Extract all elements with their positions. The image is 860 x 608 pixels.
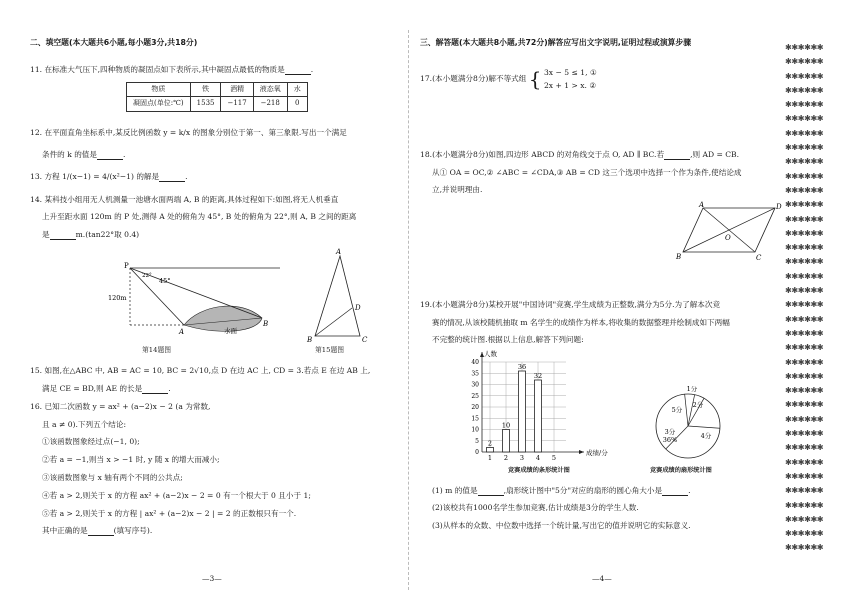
y-tick-label: 15	[471, 415, 479, 423]
q13-answer-blank[interactable]	[159, 173, 185, 182]
x-tick-label: 4	[535, 454, 541, 462]
table-cell: −218	[253, 97, 287, 111]
y-tick-label: 10	[471, 426, 479, 434]
question-19-line3: 不完整的统计图.根据以上信息,解答下列问题:	[432, 335, 584, 344]
question-12-line2: 条件的 k 的值是 .	[42, 150, 126, 159]
question-11: 11. 在标准大气压下,四种物质的凝固点如下表所示,其中凝固点最低的物质是 .	[30, 65, 314, 74]
star-row: ✱✱✱✱✱✱	[785, 299, 824, 310]
table-cell: 酒精	[221, 83, 253, 97]
bar-value-label: 2	[487, 439, 493, 448]
q13-text: 13. 方程 1/(x−1) = 4/(x²−1) 的解是	[30, 172, 160, 181]
diagonal-BD	[683, 208, 775, 252]
y-tick-label: 20	[471, 404, 479, 411]
question-16-line1: 16. 已知二次函数 y = ax² + (a−2)x − 2 (a 为常数,	[30, 402, 211, 411]
label-B: B	[307, 336, 313, 343]
star-row: ✱✱✱✱✱✱	[785, 285, 824, 296]
section-title-fill-blank: 二、填空题(本大题共6小题,每小题3分,共18分)	[30, 38, 198, 47]
inequality-1: 3x − 5 ≤ 1, ①	[543, 68, 597, 77]
label-P: P	[124, 262, 129, 270]
table-cell: 凝固点(单位:℃)	[127, 97, 191, 111]
fig15-caption: 第15题图	[315, 346, 345, 354]
bar	[535, 380, 542, 452]
y-tick-label: 40	[471, 359, 479, 366]
star-row: ✱✱✱✱✱✱	[785, 499, 824, 510]
q15-text: 满足 CE = BD,则 AE 的长是	[42, 384, 143, 393]
question-19-line2: 赛的情况,从该校随机抽取 m 名学生的成绩作为样本,将收集的数据整理并绘制成如下两幅	[432, 318, 730, 327]
label-A: A	[179, 328, 185, 336]
star-row: ✱✱✱✱✱✱	[785, 184, 824, 195]
table-header-row	[127, 83, 308, 97]
star-row: ✱✱✱✱✱✱	[785, 56, 824, 67]
table-cell: 0	[287, 97, 307, 111]
label-B: B	[263, 320, 269, 328]
table-cell: 铁	[190, 83, 221, 97]
star-row: ✱✱✱✱✱✱	[785, 399, 824, 410]
star-row: ✱✱✱✱✱✱	[785, 456, 824, 467]
q16-post: (填写序号).	[113, 526, 153, 535]
figure-18	[675, 200, 785, 262]
question-12-line1: 12. 在平面直角坐标系中,某反比例函数 y = k/x 的图象分别位于第一、第三象限.写出一个满足	[30, 128, 347, 137]
freezing-point-table	[126, 82, 308, 112]
label-B: B	[676, 253, 682, 261]
label-C: C	[756, 254, 762, 262]
question-15-line1: 15. 如图,在△ABC 中, AB = AC = 10, BC = 2√10,点 D 在边 AC 上, CD = 3.若点 E 在边 AB 上,	[30, 366, 371, 375]
q11-answer-blank[interactable]	[285, 66, 311, 75]
page-number-left: —3—	[202, 574, 222, 583]
q16-statement-2: ②若 a = −1,则当 x > −1 时, y 随 x 的增大而减小;	[42, 455, 220, 464]
star-row: ✱✱✱✱✱✱	[785, 413, 824, 424]
star-row: ✱✱✱✱✱✱	[785, 84, 824, 95]
x-axis-arrow	[579, 450, 584, 454]
label-A: A	[699, 201, 705, 209]
star-row: ✱✱✱✱✱✱	[785, 470, 824, 481]
figure-14	[80, 260, 280, 340]
star-row: ✱✱✱✱✱✱	[785, 213, 824, 224]
q14-post: m.(tan22°取 0.4)	[75, 230, 140, 239]
inequality-2: 2x + 1 > x. ②	[543, 81, 597, 90]
star-row: ✱✱✱✱✱✱	[785, 542, 824, 553]
line-PA	[130, 268, 184, 325]
bar	[519, 371, 526, 452]
q19-sub1-pre: (1) m 的值是	[432, 486, 478, 495]
star-row: ✱✱✱✱✱✱	[785, 327, 824, 338]
q14-pre: 是	[42, 230, 50, 239]
q19-subquestion-1: (1) m 的值是 ,扇形统计图中"5分"对应的扇形的圆心角大小是 .	[432, 486, 691, 495]
bar-value-label: 32	[533, 372, 543, 380]
pie-chart-title: 竞赛成绩的扇形统计图	[650, 467, 712, 474]
q16-statement-4: ④若 a > 2,则关于 x 的方程 ax² + (a−2)x − 2 = 0 有一个根大于 0 且小于 1;	[42, 491, 311, 500]
section-title-solve: 三、解答题(本大题共8小题,共72分)解答应写出文字说明,证明过程或演算步骤	[420, 38, 692, 47]
question-18-line1	[420, 150, 739, 160]
q16-statement-5: ⑤若 a > 2,则关于 x 的方程 | ax² + (a−2)x − 2 | = 2 的正数根只有一个.	[42, 509, 297, 518]
star-row: ✱✱✱✱✱✱	[785, 342, 824, 353]
question-16-answer	[42, 526, 152, 536]
slice-label-4: 4分	[700, 432, 712, 440]
q16-pre: 其中正确的是	[42, 526, 88, 535]
star-row: ✱✱✱✱✱✱	[785, 385, 824, 396]
label-C: C	[362, 336, 368, 343]
slice-label-3: 3分	[664, 428, 676, 436]
y-tick-label: 5	[475, 437, 479, 445]
star-row: ✱✱✱✱✱✱	[785, 70, 824, 81]
question-16-line2: 且 a ≠ 0).下列五个结论:	[42, 420, 127, 429]
star-row: ✱✱✱✱✱✱	[785, 428, 824, 439]
table-cell: 1535	[190, 97, 221, 111]
q19-m-blank[interactable]	[478, 487, 504, 496]
x-tick-label: 2	[503, 454, 509, 462]
line-BD	[315, 308, 352, 336]
bar-chart	[460, 348, 630, 466]
star-row: ✱✱✱✱✱✱	[785, 485, 824, 496]
x-tick-label: 3	[519, 454, 525, 462]
bar-value-label: 36	[517, 363, 527, 371]
slice-label-2: 2分	[692, 401, 704, 409]
star-row: ✱✱✱✱✱✱	[785, 442, 824, 453]
y-tick-label: 30	[471, 381, 479, 389]
star-row: ✱✱✱✱✱✱	[785, 156, 824, 167]
water-label: 水面	[224, 327, 237, 335]
bar	[503, 430, 510, 453]
star-row: ✱✱✱✱✱✱	[785, 356, 824, 367]
table-row	[127, 97, 308, 111]
star-row: ✱✱✱✱✱✱	[785, 528, 824, 539]
star-row: ✱✱✱✱✱✱	[785, 42, 824, 52]
table-cell: 水	[287, 83, 307, 97]
star-row: ✱✱✱✱✱✱	[785, 370, 824, 381]
triangle-ABC	[315, 256, 360, 336]
star-row: ✱✱✱✱✱✱	[785, 170, 824, 181]
label-A: A	[336, 248, 342, 256]
q18-answer-blank[interactable]	[664, 151, 690, 160]
q18-text: 18.(本小题满分8分)如图,四边形 ABCD 的对角线交于点 O, AD ∥ BC.若	[420, 150, 665, 159]
x-tick-label: 5	[551, 454, 557, 462]
star-row: ✱✱✱✱✱✱	[785, 113, 824, 124]
page-divider	[408, 30, 409, 590]
table-cell: 物质	[127, 83, 191, 97]
star-row: ✱✱✱✱✱✱	[785, 227, 824, 238]
q12-answer-blank[interactable]	[97, 151, 123, 160]
bar	[487, 448, 494, 453]
y-tick-label: 35	[471, 370, 479, 378]
question-18-line3: 立,并说明理由.	[432, 185, 483, 194]
star-row: ✱✱✱✱✱✱	[785, 256, 824, 267]
label-O: O	[725, 234, 731, 242]
question-13: 13. 方程 1/(x−1) = 4/(x²−1) 的解是 .	[30, 172, 188, 181]
question-14-line1: 14. 某科技小组用无人机测量一池塘水面两端 A, B 的距离,具体过程如下:如图,将无人机垂直	[30, 195, 339, 204]
star-row: ✱✱✱✱✱✱	[785, 142, 824, 153]
x-tick-label: 1	[487, 454, 493, 462]
q12-text: 条件的 k 的值是	[42, 150, 97, 159]
star-row: ✱✱✱✱✱✱	[785, 127, 824, 138]
bar-chart-title: 竞赛成绩的条形统计图	[508, 467, 570, 474]
star-row: ✱✱✱✱✱✱	[785, 99, 824, 110]
q19-sub1-mid: ,扇形统计图中"5分"对应的扇形的圆心角大小是	[503, 486, 663, 495]
star-row: ✱✱✱✱✱✱	[785, 199, 824, 210]
slice-label-3: 36%	[662, 436, 678, 444]
q18-post: ,则 AD = CB.	[690, 150, 740, 159]
angle-45: 45°	[159, 277, 171, 285]
q19-subquestion-3: (3)从样本的众数、中位数中选择一个统计量,写出它的值并说明它的实际意义.	[432, 521, 691, 530]
table-cell: 液态氧	[253, 83, 287, 97]
q11-text: 11. 在标准大气压下,四种物质的凝固点如下表所示,其中凝固点最低的物质是	[30, 65, 285, 74]
y-axis-label: 人数	[484, 350, 497, 358]
table-cell: −117	[221, 97, 253, 111]
star-row: ✱✱✱✱✱✱	[785, 313, 824, 324]
page-number-right: —4—	[592, 574, 612, 583]
question-15-line2: 满足 CE = BD,则 AE 的长是 .	[42, 384, 171, 393]
y-tick-label: 25	[471, 392, 479, 400]
q17-prefix: 17.(本小题满分8分)解不等式组	[420, 73, 527, 83]
label-D: D	[776, 203, 782, 211]
question-18-line2: 从① OA = OC,② ∠ABC = ∠CDA,③ AB = CD 这三个选项中选择一个作为条件,使结论成	[432, 168, 742, 177]
bar-value-label: 10	[501, 421, 511, 430]
fig14-caption: 第14题图	[142, 346, 172, 354]
q16-answer-blank[interactable]	[88, 527, 114, 536]
question-17	[420, 66, 597, 92]
y-tick-label: 0	[475, 449, 479, 456]
q19-angle-blank[interactable]	[662, 487, 688, 496]
brace-icon: {	[528, 67, 542, 91]
figure-15	[305, 248, 375, 343]
star-row: ✱✱✱✱✱✱	[785, 513, 824, 524]
q16-statement-1: ①该函数图象经过点(−1, 0);	[42, 437, 140, 446]
q16-statement-3: ③该函数图象与 x 轴有两个不同的公共点;	[42, 473, 183, 482]
pond-shape	[184, 306, 262, 331]
angle-22: 22°	[142, 273, 152, 279]
x-axis-label: 成绩/分	[586, 449, 608, 457]
pie-chart	[648, 386, 728, 464]
q14-answer-blank[interactable]	[50, 231, 76, 240]
question-14-line3	[42, 230, 139, 240]
question-14-line2: 上升至距水面 120m 的 P 处,测得 A 处的俯角为 45°, B 处的俯角为 22°,则 A, B 之间的距离	[42, 212, 357, 221]
star-row: ✱✱✱✱✱✱	[785, 242, 824, 253]
inequality-system	[544, 66, 597, 92]
slice-label-5: 5分	[671, 406, 683, 414]
height-label: 120m	[108, 294, 127, 302]
q15-answer-blank[interactable]	[142, 385, 168, 394]
star-row: ✱✱✱✱✱✱	[785, 270, 824, 281]
question-19-line1: 19.(本小题满分8分)某校开展"中国诗词"竞赛,学生成绩为正整数,满分为5分.为了解本次竞	[420, 300, 721, 309]
margin-stars	[785, 40, 857, 555]
slice-label-1: 1分	[686, 386, 698, 393]
q19-subquestion-2: (2)该校共有1000名学生参加竞赛,估计成绩是3分的学生人数.	[432, 503, 639, 512]
label-D: D	[355, 304, 361, 312]
